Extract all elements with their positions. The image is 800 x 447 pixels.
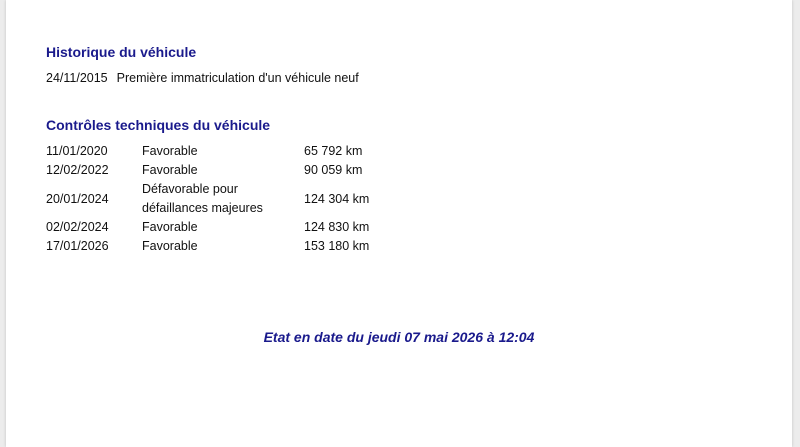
table-row: [46, 180, 404, 218]
control-result: Favorable: [142, 163, 198, 177]
table-row: [46, 218, 404, 237]
control-mileage: 124 830 km: [304, 220, 370, 234]
status-date-line: Etat en date du jeudi 07 mai 2026 à 12:04: [263, 329, 535, 345]
document-page: [6, 0, 792, 447]
control-mileage: 90 059 km: [304, 163, 363, 177]
technical-controls-table: [46, 142, 404, 256]
technical-controls-section-title: Contrôles techniques du véhicule: [46, 117, 271, 133]
table-row: [46, 161, 404, 180]
control-date: 17/01/2026: [46, 239, 109, 253]
control-mileage: 153 180 km: [304, 239, 370, 253]
history-entry-date: 24/11/2015: [46, 71, 108, 85]
control-date: 20/01/2024: [46, 191, 109, 206]
control-mileage: 124 304 km: [304, 191, 370, 206]
control-date: 02/02/2024: [46, 220, 109, 234]
control-mileage: 65 792 km: [304, 144, 363, 158]
control-result: Favorable: [142, 239, 198, 253]
control-result: Favorable: [142, 144, 198, 158]
history-section-title: Historique du véhicule: [46, 44, 197, 60]
history-entry-event: Première immatriculation d'un véhicule neuf: [116, 71, 359, 85]
control-date: 11/01/2020: [46, 144, 108, 158]
control-result: Favorable: [142, 220, 198, 234]
control-date: 12/02/2022: [46, 163, 109, 177]
history-entry: [46, 71, 359, 85]
table-row: [46, 142, 404, 161]
control-result: Défavorable pour défaillances majeures: [142, 182, 263, 215]
table-row: [46, 237, 404, 256]
